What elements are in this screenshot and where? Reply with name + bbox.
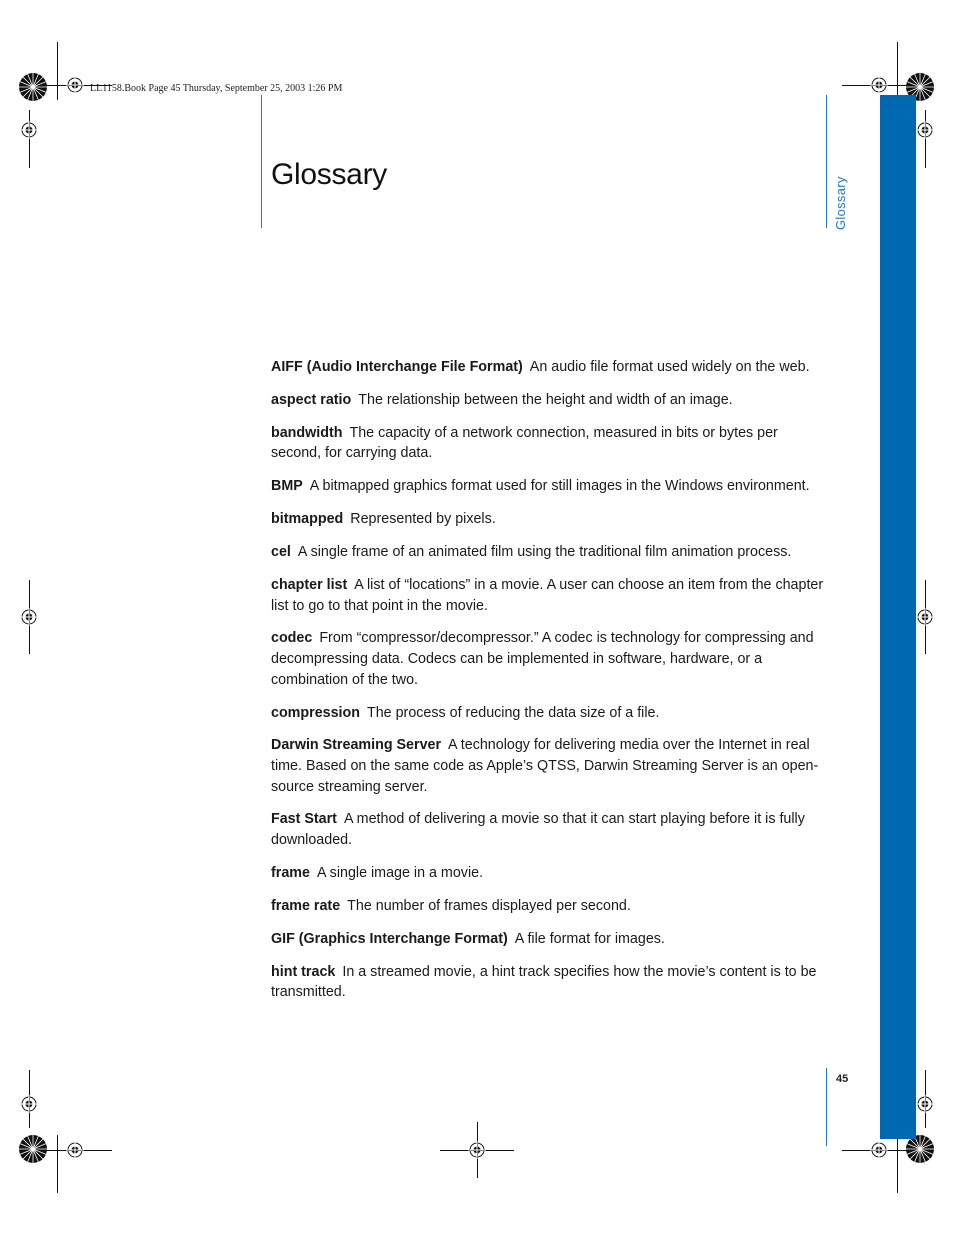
page-number: 45	[836, 1073, 849, 1085]
registration-target-icon	[20, 1095, 38, 1113]
glossary-definition: A list of “locations” in a movie. A user can choose an item from the chapter list to go to that point in the movie.	[271, 576, 824, 614]
glossary-definition: A single frame of an animated film using the traditional film animation process.	[297, 544, 792, 561]
glossary-definition: From “compressor/decompressor.” A codec is technology for compressing and decompressing data. Codecs can be implemented in software, hardware, or a combination of the two.	[271, 630, 814, 688]
starburst-calibration-icon	[18, 1134, 48, 1164]
glossary-term: hint track	[271, 963, 336, 980]
registration-target-icon	[66, 76, 84, 94]
glossary-definition: The process of reducing the data size of a file.	[367, 704, 660, 721]
title-rule	[261, 95, 262, 228]
glossary-entry	[271, 929, 827, 950]
page-title: Glossary	[271, 158, 387, 191]
glossary-definition: The capacity of a network connection, measured in bits or bytes per second, for carrying data.	[271, 424, 778, 462]
glossary-term: cel	[271, 544, 291, 561]
glossary-entry	[271, 575, 827, 616]
glossary-term: bitmapped	[271, 511, 344, 528]
glossary-term: BMP	[271, 478, 303, 495]
crop-mark	[897, 1135, 898, 1193]
glossary-definition: The relationship between the height and width of an image.	[358, 391, 733, 408]
glossary-entry	[271, 703, 827, 724]
glossary-definition: A technology for delivering media over the Internet in real time. Based on the same code as Apple’s QTSS, Darwin Streaming Server is an open-source streaming server.	[271, 737, 819, 795]
glossary-list	[271, 357, 827, 1015]
glossary-entry	[271, 735, 827, 797]
side-tab-label: Glossary	[833, 176, 848, 230]
glossary-entry	[271, 476, 827, 497]
registration-target-icon	[916, 121, 934, 139]
crop-mark	[57, 42, 58, 100]
glossary-term: Fast Start	[271, 811, 337, 828]
glossary-term: AIFF (Audio Interchange File Format)	[271, 359, 523, 375]
glossary-definition: A single image in a movie.	[316, 864, 484, 881]
registration-target-icon	[20, 121, 38, 139]
registration-target-icon	[66, 1141, 84, 1159]
glossary-term: codec	[271, 630, 313, 647]
registration-target-icon	[870, 1141, 888, 1159]
side-tab-rule	[826, 95, 827, 228]
glossary-entry	[271, 896, 827, 917]
glossary-term: frame	[271, 864, 310, 881]
glossary-entry	[271, 542, 827, 563]
crop-mark	[57, 1135, 58, 1193]
registration-target-icon	[916, 608, 934, 626]
glossary-term: chapter list	[271, 576, 348, 593]
glossary-entry	[271, 863, 827, 884]
page-number-rule	[826, 1068, 827, 1146]
chapter-tab-bar	[880, 95, 916, 1139]
registration-target-icon	[870, 76, 888, 94]
glossary-term: Darwin Streaming Server	[271, 737, 442, 754]
glossary-definition: The number of frames displayed per second.	[347, 897, 631, 914]
print-slug: LL1158.Book Page 45 Thursday, September 25, 2003 1:26 PM	[90, 83, 343, 94]
glossary-definition: A file format for images.	[514, 930, 665, 947]
glossary-entry	[271, 390, 827, 411]
glossary-definition: An audio file format used widely on the web.	[529, 359, 810, 375]
glossary-term: compression	[271, 704, 360, 721]
glossary-term: aspect ratio	[271, 391, 352, 408]
registration-target-icon	[20, 608, 38, 626]
glossary-term: bandwidth	[271, 424, 343, 441]
glossary-term: frame rate	[271, 897, 341, 914]
glossary-definition: A bitmapped graphics format used for still images in the Windows environment.	[309, 478, 810, 495]
glossary-entry	[271, 509, 827, 530]
glossary-definition: In a streamed movie, a hint track specifies how the movie’s content is to be transmitted.	[271, 963, 817, 1001]
registration-target-icon	[916, 1095, 934, 1113]
starburst-calibration-icon	[18, 72, 48, 102]
glossary-entry	[271, 809, 827, 850]
registration-target-icon	[468, 1141, 486, 1159]
crop-mark	[897, 42, 898, 100]
glossary-entry	[271, 423, 827, 464]
glossary-definition: A method of delivering a movie so that it can start playing before it is fully downloaded.	[271, 811, 805, 849]
glossary-entry	[271, 357, 827, 378]
glossary-entry	[271, 628, 827, 690]
glossary-definition: Represented by pixels.	[350, 511, 496, 528]
glossary-entry	[271, 962, 827, 1003]
glossary-term: GIF (Graphics Interchange Format)	[271, 930, 508, 947]
